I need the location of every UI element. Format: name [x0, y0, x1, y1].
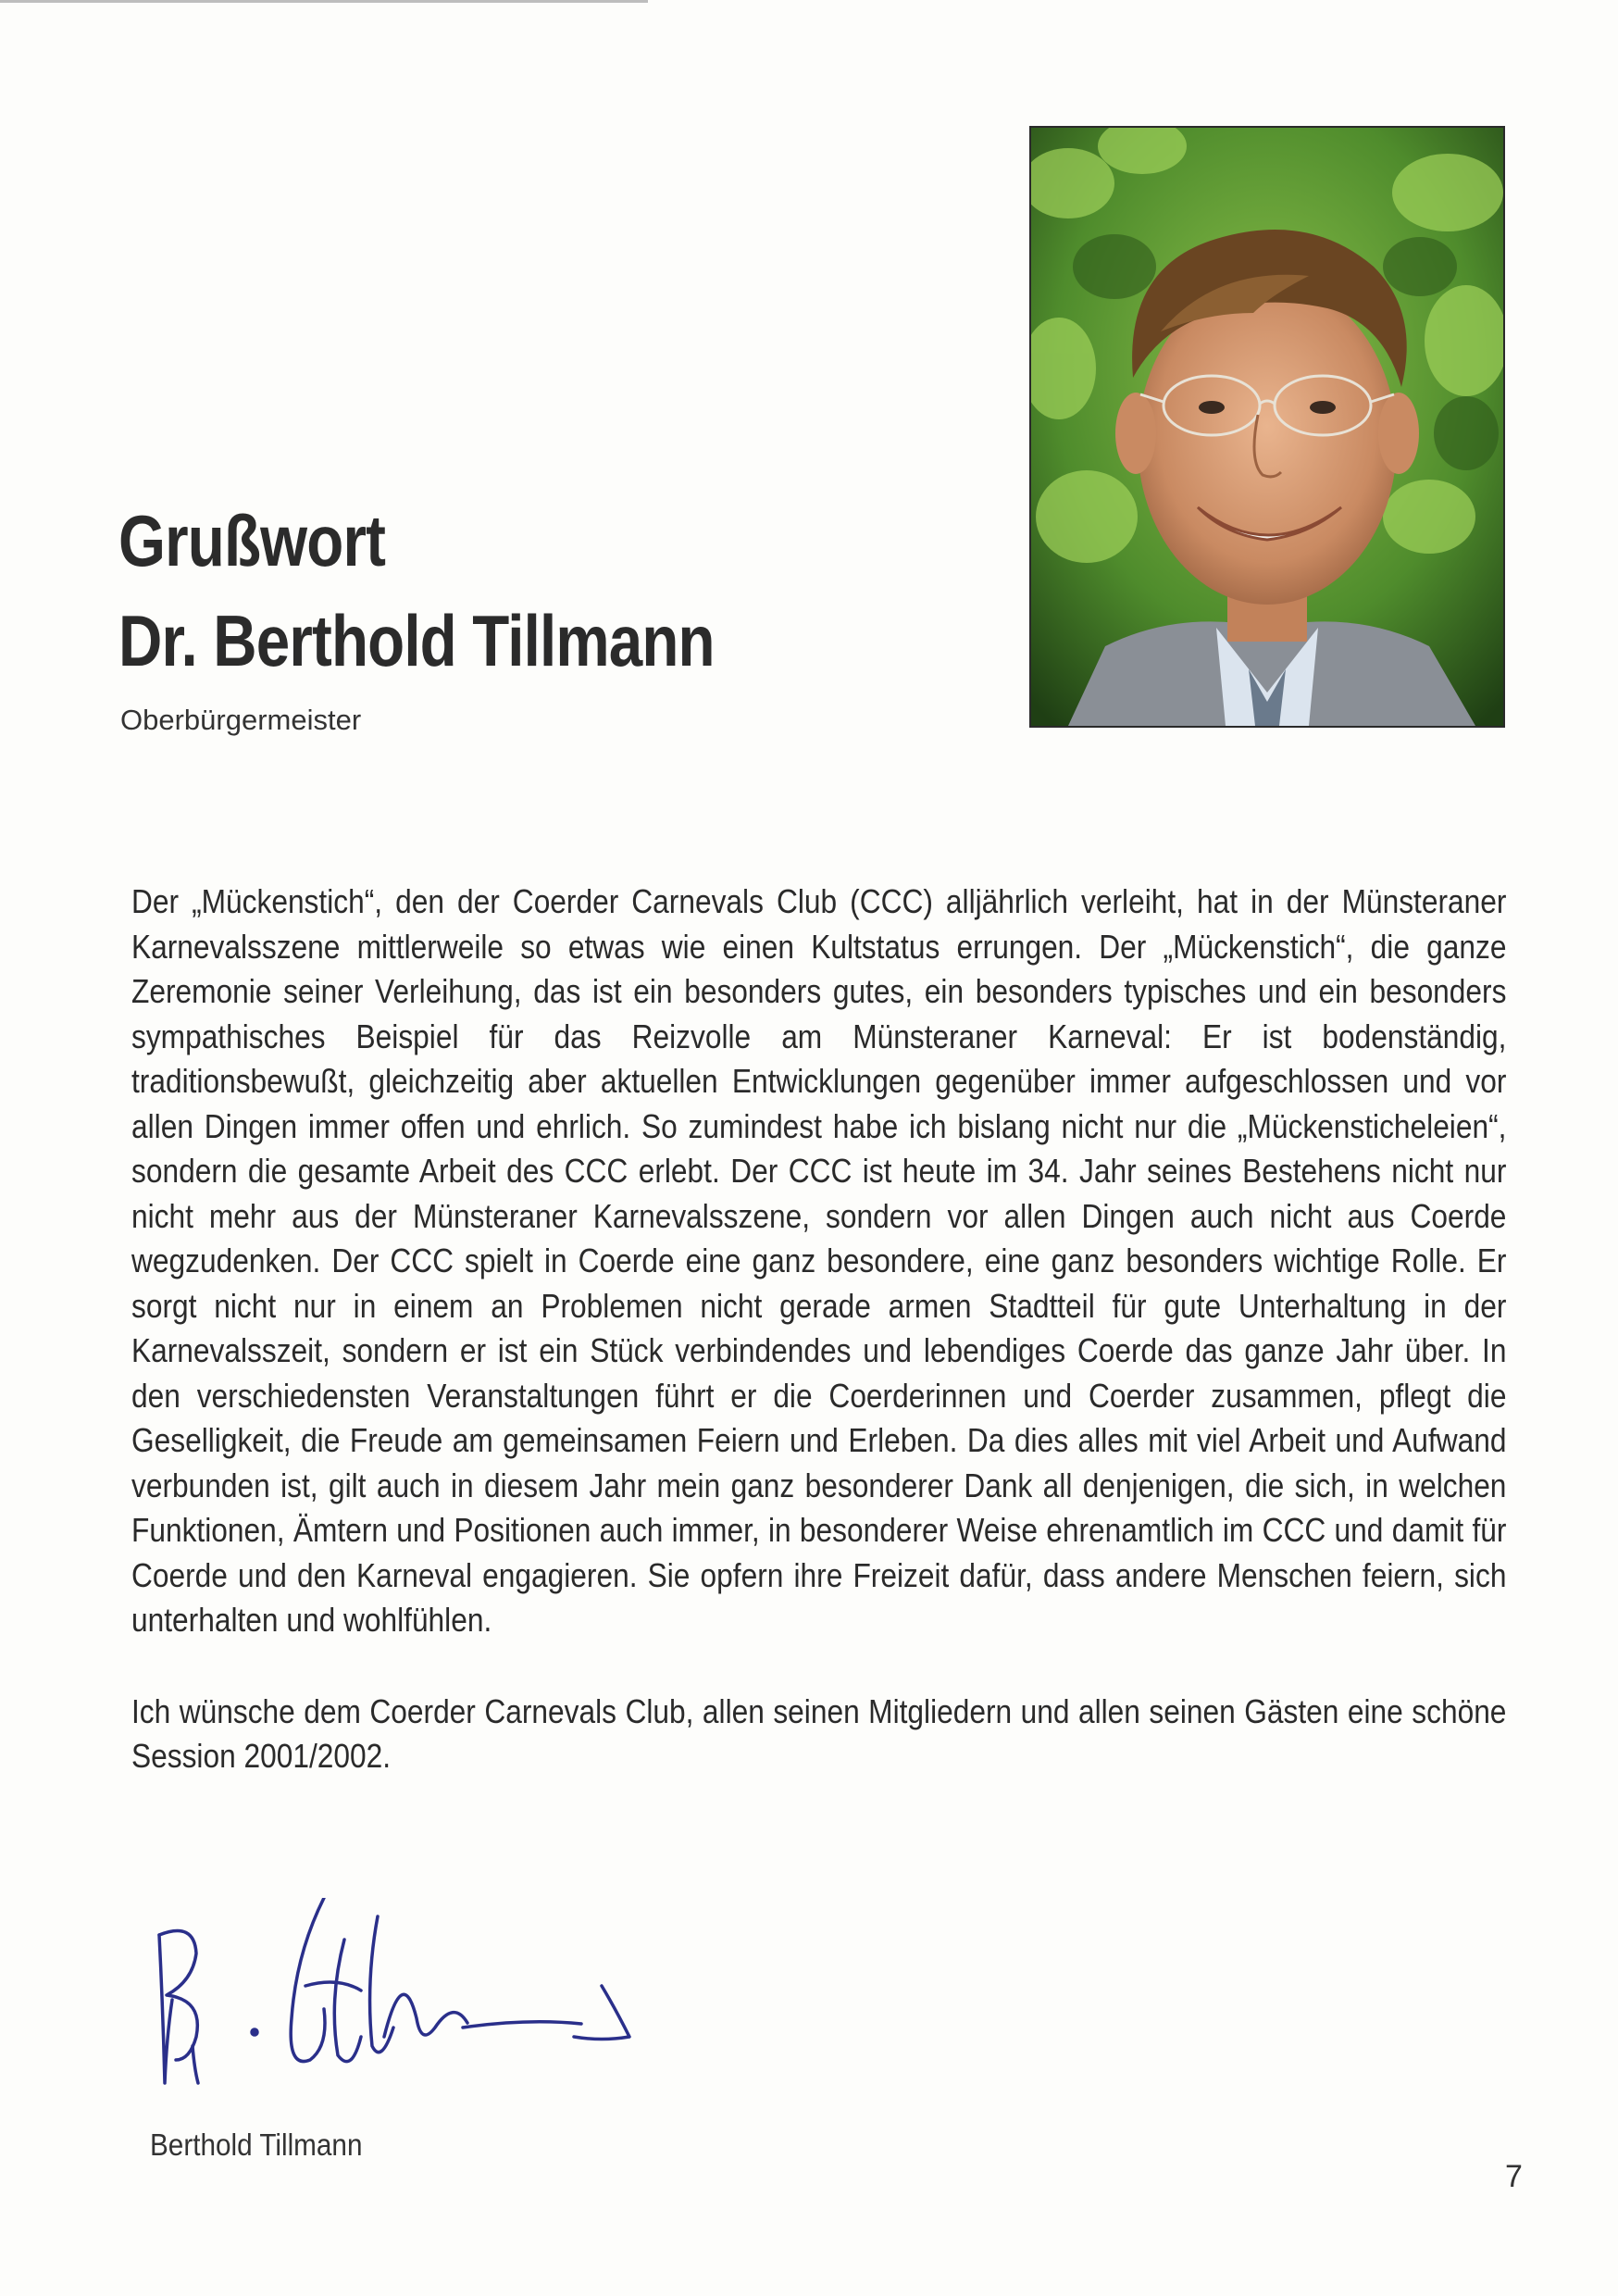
- body-text: [131, 880, 1506, 1779]
- portrait-photo: [1029, 126, 1505, 728]
- role-subtitle: Oberbürgermeister: [120, 704, 362, 736]
- page-number: 7: [1505, 2159, 1523, 2194]
- heading-name: Dr. Berthold Tillmann: [118, 600, 715, 681]
- handwritten-signature: [139, 1898, 713, 2120]
- page-heading: [118, 491, 715, 691]
- heading-title: Grußwort: [118, 500, 386, 581]
- signer-name: Berthold Tillmann: [150, 2128, 363, 2162]
- paragraph-closing: Ich wünsche dem Coerder Carnevals Club, allen seinen Mitgliedern und allen seinen Gästen eine schöne Session 2001/2002.: [131, 1691, 1507, 1775]
- top-rule: [0, 0, 648, 3]
- paragraph-main: Der „Mückenstich“, den der Coerder Carnevals Club (CCC) alljährlich verleiht, hat in der Münsteraner Karnevalsszene mittlerweile so etwas wie einen Kultstatus errungen. Der „Mückenstich“, die ganze Zeremonie seiner Verleihung, das ist ein besonders gutes, ein besonders typisches und ein besonders sympathisches Beispiel für das Reizvolle am Münsteraner Karneval: Er ist bodenständig, traditionsbewußt, gleichzeitig aber aktuellen Entwicklungen gegenüber immer aufgeschlossen und vor allen Dingen immer offen und ehrlich. So zumindest habe ich bislang nicht nur die „Mückensticheleien“, sondern die gesamte Arbeit des CCC erlebt. Der CCC ist heute im 34. Jahr seines Bestehens nicht nur nicht mehr aus der Münsteraner Karnevalsszene, sondern vor allen Dingen auch nicht aus Coerde wegzudenken. Der CCC spielt in Coerde eine ganz besondere, eine ganz besonders wichtige Rolle. Er sorgt nicht nur in einem an Problemen nicht gerade armen Stadtteil für gute Unterhaltung in der Karnevalsszeit, sondern er ist ein Stück verbindendes und lebendiges Coerde das ganze Jahr über. In den verschiedensten Veranstaltungen führt er die Coerderinnen und Coerder zusammen, pflegt die Geselligkeit, die Freude am gemeinsamen Feiern und Erleben. Da dies alles mit viel Arbeit und Aufwand verbunden ist, gilt auch in diesem Jahr mein ganz besonderer Dank all denjenigen, die sich, in welchen Funktionen, Ämtern und Positionen auch immer, in besonderer Weise ehrenamtlich im CCC und damit für Coerde und den Karneval engagieren. Sie opfern ihre Freizeit dafür, dass andere Menschen feiern, sich unterhalten und wohlfühlen.: [131, 882, 1507, 1639]
